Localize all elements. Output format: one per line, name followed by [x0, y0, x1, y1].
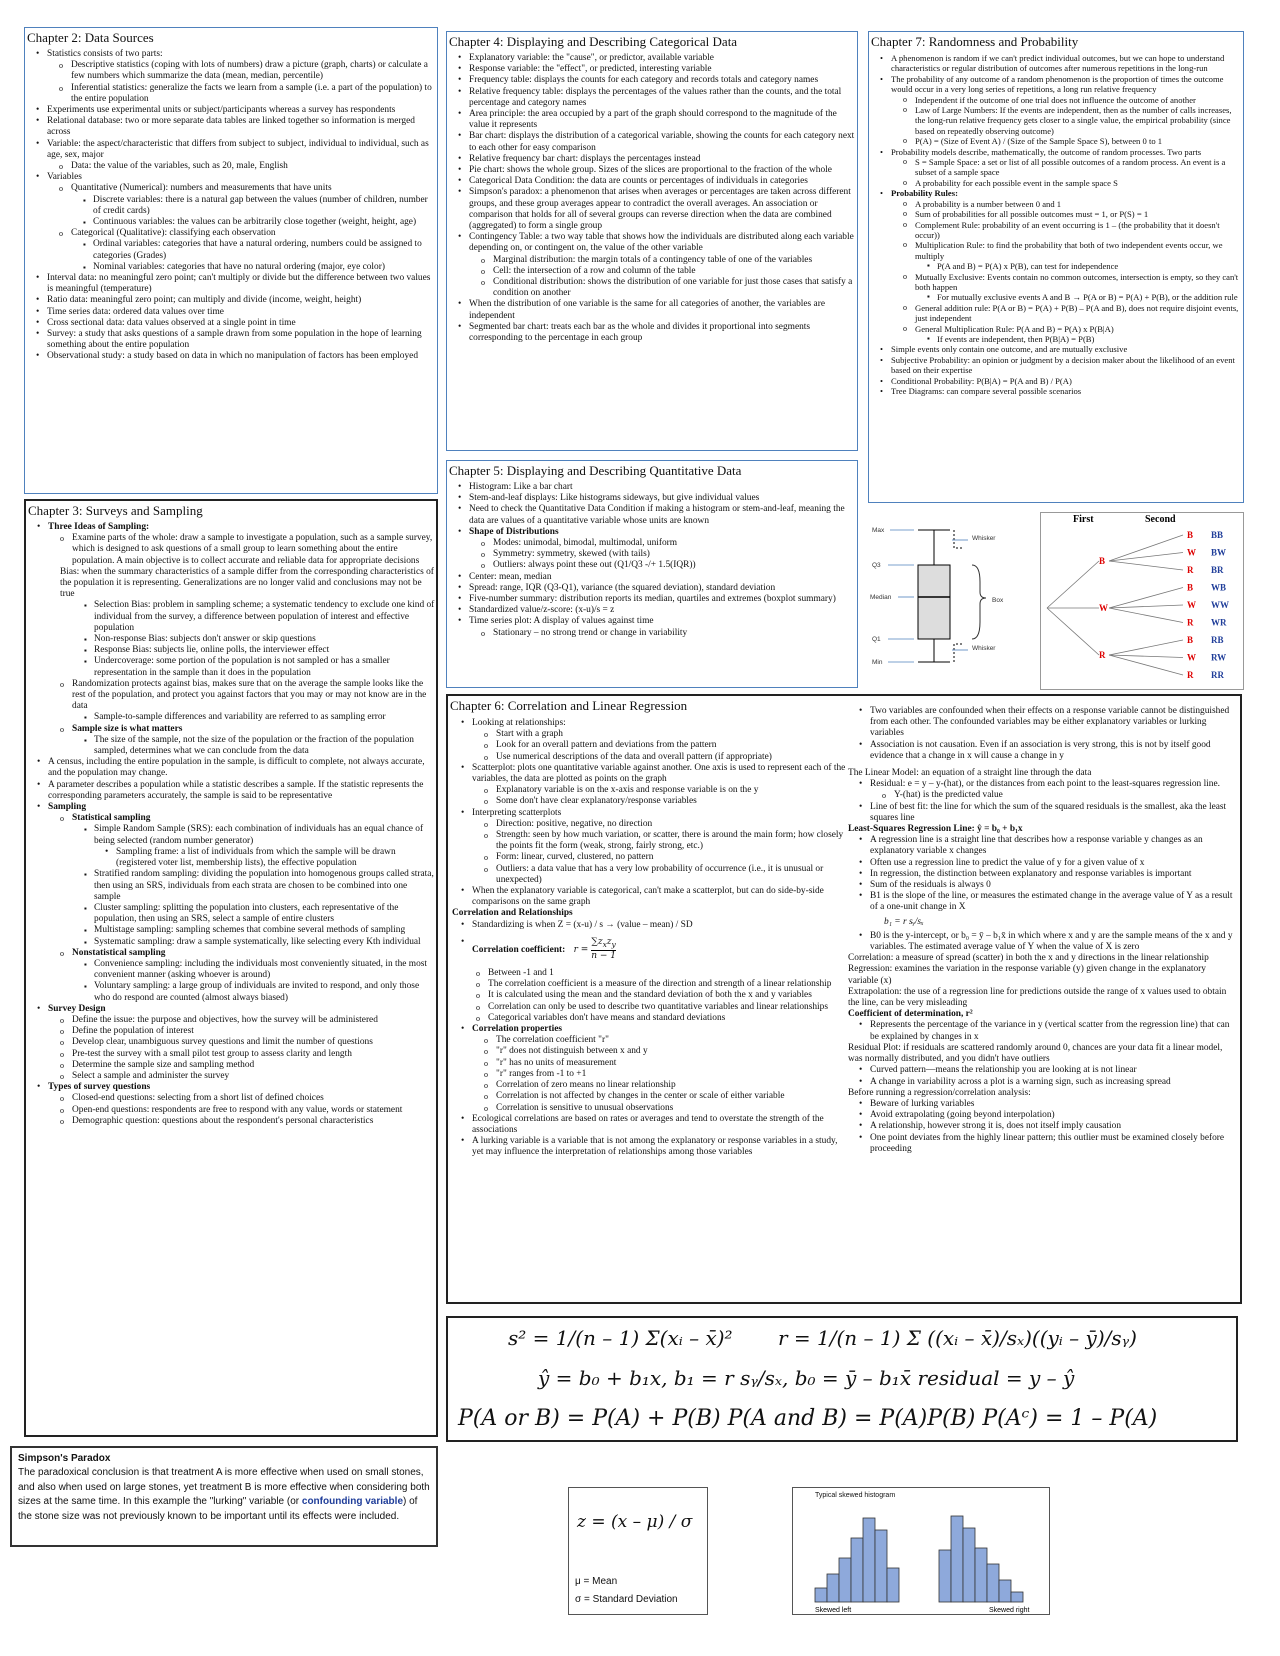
nonstat-item: ▪ Voluntary sampling: a large group of individuals are invited to respond, and only those who do respond are counted (almost always biased): [72, 981, 436, 1003]
tree-branch: [1109, 608, 1183, 623]
def-correlation: Correlation: a measure of spread (scatter) in both the x and y directions in the linear relationship: [848, 953, 1209, 964]
ch7-subsub: ▪ If events are independent, then P(B|A) = P(B): [915, 334, 1243, 344]
hist-left-bar: [875, 1530, 887, 1602]
ch4-item: • When the distribution of one variable is the same for all categories of another, the variables are independent: [447, 299, 857, 321]
hist-right-bar: [1011, 1592, 1023, 1602]
ch5-item: • Five-number summary: distribution reports its median, quartiles and extremes (boxplot summary): [447, 594, 857, 605]
skewed-left-label: Skewed left: [815, 1607, 852, 1614]
design-step: o Define the population of interest: [48, 1026, 436, 1037]
stat-sampling-item: ▪ Cluster sampling: splitting the population into clusters, each representative of the population, then using an SRS, select a sample of entire clusters: [72, 903, 436, 925]
boxplot-whisker-label-top: Whisker: [972, 535, 996, 542]
ch5-item: • Time series plot: A display of values against time o Stationary – no strong trend or change in variability: [447, 616, 857, 638]
question-type: o Open-end questions: respondents are free to respond with any value, words or statement: [48, 1105, 436, 1116]
def-regression: Regression: examines the variation in the response variable (y) given change in the explanatory variable (x): [848, 964, 1206, 986]
ch4-item: • Contingency Table: a two way table that shows how the individuals are distributed along each variable depending on, or contingent on, the value of the other variable o Marginal distribution: the margin totals of a contingency table of one of the variables o Cell: the intersection of a row and column of the table o Conditional distribution: shows the distribution of one variable for just those cases that satisfy a condition on another: [447, 232, 857, 299]
shape-item: o Symmetry: symmetry, skewed (with tails): [469, 549, 857, 560]
before-item: • A relationship, however strong it is, does not itself imply causation: [848, 1121, 1238, 1132]
zscore-formula: z = (x – μ) / σ: [577, 1512, 693, 1532]
contingency-subitem: o Cell: the intersection of a row and column of the table: [469, 266, 857, 277]
ch2-item: • Statistics consists of two parts: o Descriptive statistics (coping with lots of numbers) draw a picture (graph, charts) or calculate a few numbers which summarize the data (mean, median, percentile) o Inferential statistics: generalize the facts we learn from a sample (i.e. a part of the population) to the entire population: [25, 49, 437, 105]
tree-branch: [1109, 640, 1183, 655]
ch2-subitem: o Categorical (Qualitative): classifying each observation ▪ Ordinal variables: categories that have a natural ordering, numbers could be assigned to categories (Grades) ▪ Nominal variables: categories that have no natural ordering (major, eye color): [47, 228, 437, 273]
correlation-property: o Correlation is not affected by changes in the center or scale of either variable: [472, 1091, 846, 1102]
statistical-sampling: o Statistical sampling ▪ Simple Random Sample (SRS): each combination of individuals has an equal chance of being selected (random number generator) • Sampling frame: a list of individuals from which the sample will be drawn (registered voter list, membership lists), the effective population ▪ Stratified random sampling: dividing the population into homogenous groups called strata, then using an SRS, individuals from each strata are chosen to be combined into one sample ▪ Cluster sampling: splitting the population into clusters, each representative of the population, then using an SRS, select a sample of entire clusters ▪ Multistage sampling: sampling schemes that combine several methods of sampling ▪ Systematic sampling: draw a sample systematically, like selecting every Kth individual: [48, 813, 436, 947]
nonstatistical-sampling: o Nonstatistical sampling ▪ Convenience sampling: including the individuals most conveniently situated, in the most convenient manner (asking whoever is around) ▪ Voluntary sampling: a large group of individuals are invited to respond, and only those who do respond are counted (almost always biased): [48, 948, 436, 1004]
simpson-paradox-box: [10, 1446, 438, 1547]
ch2-subsubitem: ▪ Nominal variables: categories that have no natural ordering (major, eye color): [71, 262, 437, 273]
correlation-subitem: o Correlation can only be used to describe two quantitative variables and linear relationships: [464, 1002, 846, 1013]
probability-models: • Probability models describe, mathematically, the outcome of random processes. Two parts o S = Sample Space: a set or list of all possible outcomes of a random process. An event is a subset of a sample space o A probability for each possible event in the sample space S: [869, 147, 1243, 189]
before-item: • One point deviates from the highly linear pattern; this outlier must be examined closely before proceeding: [848, 1133, 1238, 1155]
sampling: • Sampling o Statistical sampling ▪ Simple Random Sample (SRS): each combination of individuals has an equal chance of being selected (random number generator) • Sampling frame: a list of individuals from which the sample will be drawn (registered voter list, membership lists), the effective population ▪ Stratified random sampling: dividing the population into homogenous groups called strata, then using an SRS, individuals from each strata are chosen to be combined into one sample ▪ Cluster sampling: splitting the population into clusters, each representative of the population, then using an SRS, select a sample of entire clusters ▪ Multistage sampling: sampling schemes that combine several methods of sampling ▪ Systematic sampling: draw a sample systematically, like selecting every Kth individual o Nonstatistical sampling ▪ Convenience sampling: including the individuals most conveniently situated, in the most convenient manner (asking whoever is around) ▪ Voluntary sampling: a large group of individuals are invited to respond, and only those who do respond are counted (almost always biased): [26, 802, 436, 1004]
ch7-sub: o S = Sample Space: a set or list of all possible outcomes of a random process. An event is a subset of a sample space: [891, 157, 1243, 178]
tree-first-label: First: [1073, 514, 1094, 525]
ch2-item: • Variables o Quantitative (Numerical): numbers and measurements that have units ▪ Discrete variables: there is a natural gap between the values (number of children, number of credit cards) ▪ Continuous variables: the values can be arbitrarily close together (weight, height, age) o Categorical (Qualitative): classifying each observation ▪ Ordinal variables: categories that have a natural ordering, numbers could be assigned to categories (Grades) ▪ Nominal variables: categories that have no natural ordering (major, eye color): [25, 172, 437, 273]
tree-first-draw: R: [1099, 650, 1106, 660]
ch5-item: • Stem-and-leaf displays: Like histograms sideways, but give individual values: [447, 493, 857, 504]
tree-first-draw: W: [1099, 603, 1108, 613]
tree-branch: [1109, 561, 1183, 570]
correlation-properties: • Correlation properties o The correlation coefficient "r" o "r" does not distinguish between x and y o "r" has no units of measurement o "r" ranges from -1 to +1 o Correlation of zero means no linear relationship o Correlation is not affected by changes in the center or scale of either variable o Correlation is sensitive to unusual observations: [450, 1024, 846, 1114]
ch7-sub: o Mutually Exclusive: Events contain no common outcomes, intersection is empty, so they can't both happen ▪ For mutually exclusive events A and B → P(A or B) = P(A) + P(B), or the addition rule: [891, 272, 1243, 303]
lsrl-item: • In regression, the distinction between explanatory and response variables is important: [848, 869, 1238, 880]
parameter: • A parameter describes a population while a statistic describes a sample. If the statistic represents the corresponding parameters accurately, the sample is said to be representative: [26, 780, 436, 802]
ch2-item: • Survey: a study that asks questions of a sample drawn from some population in the hope of learning something about the entire population: [25, 329, 437, 351]
tree-second-draw: W: [1187, 547, 1196, 558]
chapter-6-right-column: [848, 706, 1238, 1155]
boxplot-box-label: Box: [992, 597, 1004, 604]
zscore-box: [568, 1487, 708, 1615]
tree-first-draw: B: [1099, 556, 1106, 566]
tree-branch: [1109, 655, 1183, 658]
bias-item: ▪ Response Bias: subjects lie, online polls, the interviewer effect: [72, 645, 436, 656]
ch4-item: • Frequency table: displays the counts for each category and records totals and category names: [447, 75, 857, 86]
boxplot-diagram: [868, 512, 1032, 688]
chapter-3-box: [24, 499, 438, 1437]
chapter-2-title: Chapter 2: Data Sources: [27, 30, 154, 45]
ch7-sub: o P(A) = (Size of Event A) / (Size of the Sample Space S), between 0 to 1: [891, 136, 1243, 146]
tree-branch: [1047, 608, 1099, 655]
variance-formula: s² = 1/(n – 1) Σ(xᵢ – x̄)²: [508, 1326, 733, 1350]
ch7-sub: o A probability for each possible event in the sample space S: [891, 178, 1243, 188]
tree-second-draw: B: [1187, 635, 1194, 645]
ch6-subitem: o Look for an overall pattern and deviations from the pattern: [472, 740, 846, 751]
ch4-item: • Pie chart: shows the whole group. Sizes of the slices are proportional to the fraction of the whole: [447, 165, 857, 176]
probability-rules: • Probability Rules: o A probability is a number between 0 and 1 o Sum of probabilities for all possible outcomes must = 1, or P(S) = 1 o Complement Rule: probability of an event occurring is 1 – (the probability that it doesn't occur)) o Multiplication Rule: to find the probability that both of two independent events occur, we multiply ▪ P(A and B) = P(A) x P(B), can test for independence o Mutually Exclusive: Events contain no common outcomes, intersection is empty, so they can't both happen ▪ For mutually exclusive events A and B → P(A or B) = P(A) + P(B), or the addition rule o General addition rule: P(A or B) = P(A) + P(B) – P(A and B), does not require disjoint events, just independent o General Multiplication Rule: P(A and B) = P(A) x P(B|A) ▪ If events are independent, then P(B|A) = P(B): [869, 188, 1243, 344]
skewed-histogram-box: [792, 1487, 1050, 1615]
nonstat-item: ▪ Convenience sampling: including the individuals most conveniently situated, in the most convenient manner (asking whoever is around): [72, 959, 436, 981]
ch4-item: • Explanatory variable: the "cause", or predictor, available variable: [447, 53, 857, 64]
ch2-item: • Experiments use experimental units or subject/participants whereas a survey has respondents: [25, 105, 437, 116]
design-step: o Select a sample and administer the survey: [48, 1071, 436, 1082]
ch7-sub: o Law of Large Numbers: If the events are independent, then as the number of calls increases, the long-run relative frequency gets closer to a single value, the empirical probability (since based on repeatedly observing outcome): [891, 105, 1243, 136]
ch6-item: • Interpreting scatterplots o Direction: positive, negative, no direction o Strength: seen by how much variation, or scatter, there is around the main form; how closely the points fit the form (weak, strong, fairly strong, etc.) o Form: linear, curved, clustered, no pattern o Outliers: a data value that has a very low probability of occurrence (i.e., it is unusual or unexpected): [450, 808, 846, 886]
ch7-sub: o General Multiplication Rule: P(A and B) = P(A) x P(B|A) ▪ If events are independent, then P(B|A) = P(B): [891, 324, 1243, 345]
tree-branch: [1047, 561, 1099, 608]
simpson-body: The paradoxical conclusion is that treatment A is more effective when used on small stones, and also when used on large stones, yet treatment B is more effective when considering both sizes at the same time. In this example the "lurking" variable (or confounding variable) of the stone size was not previously known to be important until its effects were included.: [18, 1467, 430, 1522]
b0: • B0 is the y-intercept, or b₀ = ȳ – b₁x̄ in which where x and y are the sample means of the x and y variables. The estimated average value of Y when the value of X is zero: [848, 931, 1238, 953]
def-cod: Coefficient of determination, r²: [848, 1009, 973, 1020]
ch7-item: • The probability of any outcome of a random phenomenon is the proportion of times the outcome would occur in a very long series of repetitions, a long run relative frequency o Independent if the outcome of one trial does not influence the outcome of another o Law of Large Numbers: If the events are independent, then as the number of calls increases, the long-run relative frequency gets closer to a single value, the empirical probability (since based on repeatedly observing outcome) o P(A) = (Size of Event A) / (Size of the Sample Space S), between 0 to 1: [869, 74, 1243, 147]
tree-outcome: RW: [1211, 652, 1227, 663]
zscore-mu: μ = Mean: [575, 1576, 618, 1587]
tree-outcome: BW: [1211, 547, 1227, 558]
zscore-sigma: σ = Standard Deviation: [575, 1594, 678, 1605]
regression-formula: ŷ = b₀ + b₁x, b₁ = r sᵧ/sₓ, b₀ = ȳ – b₁x̄ residual = y – ŷ: [538, 1366, 1075, 1390]
correlation-property: o Correlation is sensitive to unusual observations: [472, 1103, 846, 1114]
tree-outcome: BB: [1211, 530, 1224, 540]
ch2-subitem: o Quantitative (Numerical): numbers and measurements that have units ▪ Discrete variables: there is a natural gap between the values (number of children, number of credit cards) ▪ Continuous variables: the values can be arbitrarily close together (weight, height, age): [47, 183, 437, 228]
sample-size-detail: ▪ The size of the sample, not the size of the population or the fraction of the population sampled, determines what we can conclude from the data: [72, 735, 436, 757]
residual-plot-item: • Curved pattern—means the relationship you are looking at is not linear: [848, 1065, 1238, 1076]
tree-second-draw: W: [1187, 600, 1196, 610]
sample-size: o Sample size is what matters ▪ The size of the sample, not the size of the population or the fraction of the population sampled, determines what we can conclude from the data: [48, 724, 436, 758]
shape-item: o Modes: unimodal, bimodal, multimodal, uniform: [469, 538, 857, 549]
probability-formula: P(A or B) = P(A) + P(B) P(A and B) = P(A)P(B) P(Aᶜ) = 1 – P(A): [458, 1406, 1158, 1431]
tree-outcome: WR: [1211, 617, 1227, 628]
ch2-subitem: o Descriptive statistics (coping with lots of numbers) draw a picture (graph, charts) or calculate a few numbers which summarize the data (mean, median, percentile): [47, 60, 437, 82]
hist-left-bar: [887, 1568, 899, 1602]
residual: • Residual: e = y – y-(hat), or the distances from each point to the least-squares regression line. o Y-(hat) is the predicted value: [848, 779, 1238, 801]
bias-item: ▪ Selection Bias: problem in sampling scheme; a systematic tendency to exclude one kind of individual from the survey, a difference between population of interest and effective population: [72, 600, 436, 634]
lsrl-item: • Often use a regression line to predict the value of y for a given value of x: [848, 858, 1238, 869]
ch7-item: • Conditional Probability: P(B|A) = P(A and B) / P(A): [869, 376, 1243, 386]
ch7-item: • A phenomenon is random if we can't predict individual outcomes, but we can hope to understand characteristics or regular distribution of outcomes after numerous repetitions in the long-run: [869, 53, 1243, 74]
hist-right-bar: [939, 1550, 951, 1602]
ch7-sub: o Sum of probabilities for all possible outcomes must = 1, or P(S) = 1: [891, 209, 1243, 219]
ch4-item: • Categorical Data Condition: the data are counts or percentages of individuals in categories: [447, 176, 857, 187]
ch4-item: • Simpson's paradox: a phenomenon that arises when averages or percentages are taken across different groups, and these group averages appear to contradict the overall averages. An association or comparison that holds for all of several groups can reverse direction when the data are combined (aggregated) to form a single group: [447, 187, 857, 232]
ch7-item: • Tree Diagrams: can compare several possible scenarios: [869, 386, 1243, 396]
correlation-subitem: o It is calculated using the mean and the standard deviation of both the x and y variables: [464, 990, 846, 1001]
ch6-subitem: o Outliers: a data value that has a very low probability of occurrence (i.e., it is unusual or unexpected): [472, 864, 846, 886]
survey-design: • Survey Design o Define the issue: the purpose and objectives, how the survey will be administered o Define the population of interest o Develop clear, unambiguous survey questions and limit the number of questions o Pre-test the survey with a small pilot test group to assess clarity and length o Determine the sample size and sampling method o Select a sample and administer the survey: [26, 1004, 436, 1082]
ch7-sub: o A probability is a number between 0 and 1: [891, 199, 1243, 209]
contingency-subitem: o Marginal distribution: the margin totals of a contingency table of one of the variables: [469, 255, 857, 266]
chapter-4-box: [446, 31, 858, 451]
y-hat: o Y-(hat) is the predicted value: [870, 790, 1238, 801]
tree-second-draw: R: [1187, 670, 1194, 680]
randomization: o Randomization protects against bias, makes sure that on the average the sample looks like the rest of the population, and protect you against factors that you may or may not know are in the data ▪ Sample-to-sample differences and variability are referred to as sampling error: [48, 679, 436, 724]
correlation-formula-full: r = 1/(n – 1) Σ ((xᵢ – x̄)/sₓ)((yᵢ – ȳ)/sᵧ): [778, 1326, 1137, 1350]
hist-left-bar: [863, 1518, 875, 1602]
design-step: o Determine the sample size and sampling method: [48, 1060, 436, 1071]
ch2-item: • Interval data: no meaningful zero point; can't multiply or divide but the difference between two values is meaningful (temperature): [25, 273, 437, 295]
shape-item: o Outliers: always point these out (Q1/Q3 -/+ 1.5(IQR)): [469, 560, 857, 571]
ch7-subsub: ▪ P(A and B) = P(A) x P(B), can test for independence: [915, 261, 1243, 271]
boxplot-label-min: Min: [872, 659, 883, 666]
tree-branch: [1109, 655, 1183, 675]
ch2-item: • Time series data: ordered data values over time: [25, 307, 437, 318]
survey-question-types: • Types of survey questions o Closed-end questions: selecting from a short list of defined choices o Open-end questions: respondents are free to respond with any value, words or statement o Demographic question: questions about the respondent's personal characteristics: [26, 1082, 436, 1127]
stat-sampling-item: ▪ Systematic sampling: draw a sample systematically, like selecting every Kth individual: [72, 937, 436, 948]
correlation-property: o "r" ranges from -1 to +1: [472, 1069, 846, 1080]
hist-right-bar: [975, 1548, 987, 1602]
stat-sampling-item: ▪ Multistage sampling: sampling schemes that combine several methods of sampling: [72, 925, 436, 936]
tree-second-draw: R: [1187, 565, 1194, 575]
line-of-best-fit: • Line of best fit: the line for which the sum of the squared residuals is the smallest, aka the least squares line: [848, 802, 1238, 824]
tree-outcome: WW: [1211, 600, 1229, 610]
boxplot-label-median: Median: [870, 594, 892, 601]
lsrl-item: • Sum of the residuals is always 0: [848, 880, 1238, 891]
boxplot-label-max: Max: [872, 527, 885, 534]
chapter-4-title: Chapter 4: Displaying and Describing Categorical Data: [449, 34, 738, 49]
census: • A census, including the entire population in the sample, is difficult to complete, not always accurate, and the population may change.: [26, 757, 436, 779]
correlation-formula: r = $\sum z_xz_y$ n − 1: [573, 936, 616, 961]
ch6-subitem: o Use numerical descriptions of the data and overall pattern (if appropriate): [472, 752, 846, 763]
ch4-item: • Relative frequency bar chart: displays the percentages instead: [447, 154, 857, 165]
contingency-subitem: o Conditional distribution: shows the distribution of one variable for just those cases that satisfy a condition on another: [469, 277, 857, 299]
def-extrapolation: Extrapolation: the use of a regression line for predictions outside the range of x values used to obtain the line, can be very misleading: [848, 986, 1227, 1009]
sampling-frame: • Sampling frame: a list of individuals from which the sample will be drawn (registered voter list, membership lists), the effective population: [94, 847, 436, 869]
sampling-error: ▪ Sample-to-sample differences and variability are referred to as sampling error: [72, 712, 436, 723]
chapter-2-box: [24, 27, 438, 494]
chapter-2-list: [25, 49, 437, 363]
skewed-histogram-svg: [793, 1488, 1051, 1616]
hist-left-bar: [815, 1588, 827, 1602]
tree-outcome: WB: [1211, 582, 1227, 593]
tree-second-draw: B: [1187, 530, 1194, 540]
shape-of-distributions: • Shape of Distributions o Modes: unimodal, bimodal, multimodal, uniform o Symmetry: symmetry, skewed (with tails) o Outliers: always point these out (Q1/Q3 -/+ 1.5(IQR)): [447, 527, 857, 572]
ch4-item: • Segmented bar chart: treats each bar as the whole and divides it proportional into segments corresponding to the percentage in each group: [447, 322, 857, 344]
ch6-subitem: o Some don't have clear explanatory/response variables: [472, 796, 846, 807]
ch2-subsubitem: ▪ Continuous variables: the values can be arbitrarily close together (weight, height, age): [71, 217, 437, 228]
ch7-item: • Subjective Probability: an opinion or judgment by a decision maker about the likelihood of an event based on their expertise: [869, 355, 1243, 376]
b1-formula: b₁ = r sᵧ/sₓ: [884, 916, 924, 927]
cod-detail: • Represents the percentage of the variance in y (vertical scatter from the regression line) that can be explained by changes in x: [848, 1020, 1238, 1042]
ch6-subitem: o Start with a graph: [472, 729, 846, 740]
correlation-subitem: o Between -1 and 1: [464, 968, 846, 979]
design-step: o Pre-test the survey with a small pilot test group to assess clarity and length: [48, 1049, 436, 1060]
lurking-variable: • A lurking variable is a variable that is not among the explanatory or response variables in a study, yet may influence the interpretation of relationships among those variables: [450, 1136, 846, 1158]
tree-outcome: RB: [1211, 635, 1224, 645]
ch2-subitem: o Inferential statistics: generalize the facts we learn from a sample (i.e. a part of the population) to the entire population: [47, 83, 437, 105]
tree-second-label: Second: [1145, 514, 1176, 525]
boxplot-svg: [868, 512, 1032, 688]
design-step: o Develop clear, unambiguous survey questions and limit the number of questions: [48, 1037, 436, 1048]
tree-branch: [1109, 588, 1183, 609]
hist-left-bar: [839, 1558, 851, 1602]
ch6-item: • Looking at relationships: o Start with a graph o Look for an overall pattern and deviations from the pattern o Use numerical descriptions of the data and overall pattern (if appropriate): [450, 718, 846, 763]
chapter-5-title: Chapter 5: Displaying and Describing Quantitative Data: [449, 463, 742, 478]
ch7-sub: o Complement Rule: probability of an event occurring is 1 – (the probability that it doesn't occur)): [891, 220, 1243, 241]
hist-right-bar: [963, 1528, 975, 1602]
residual-plot: Residual Plot: if residuals are scattered randomly around 0, chances are your data fit a linear model, was normally distributed, and you didn't have outliers: [848, 1042, 1223, 1065]
correlation-subitem: o Categorical variables don't have means and standard deviations: [464, 1013, 846, 1024]
chapter-6-left-column: [450, 718, 846, 1159]
ch5-item: • Center: mean, median: [447, 572, 857, 583]
design-step: o Define the issue: the purpose and objectives, how the survey will be administered: [48, 1015, 436, 1026]
hist-left-bar: [851, 1538, 863, 1602]
hist-left-bar: [827, 1574, 839, 1602]
formula-box: [446, 1316, 1238, 1442]
chapter-4-list: [447, 53, 857, 344]
ch7-sub: o Independent if the outcome of one trial does not influence the outcome of another: [891, 95, 1243, 105]
ch7-sub: o General addition rule: P(A or B) = P(A) + P(B) – P(A and B), does not require disjoint events, just independent: [891, 303, 1243, 324]
tree-second-draw: B: [1187, 582, 1194, 593]
bias-item: ▪ Non-response Bias: subjects don't answer or skip questions: [72, 634, 436, 645]
examine-parts: o Examine parts of the whole: draw a sample to investigate a population, such as a sample survey, which is designed to ask questions of a small group to learn something about the entire population. A main objective is to collect accurate and reliable data for appropriate decisions: [48, 533, 436, 567]
chapter-3-title: Chapter 3: Surveys and Sampling: [28, 503, 203, 518]
chapter-7-title: Chapter 7: Randomness and Probability: [871, 34, 1079, 49]
ch6-subitem: o Form: linear, curved, clustered, no pattern: [472, 852, 846, 863]
question-type: o Closed-end questions: selecting from a short list of defined choices: [48, 1093, 436, 1104]
tree-diagram: [1040, 512, 1244, 690]
chapter-5-box: [446, 460, 858, 688]
tree-branch: [1109, 605, 1183, 608]
hist-right-bar: [999, 1580, 1011, 1602]
tree-svg: [1041, 513, 1245, 691]
lsrl-item: • B1 is the slope of the line, or measures the estimated change in the average value of Y as a result of a one-unit change in X: [848, 891, 1238, 913]
boxplot-whisker-label-bottom: Whisker: [972, 645, 996, 652]
bias-item: ▪ Undercoverage: some portion of the population is not sampled or has a smaller representation in the sample than it does in the population: [72, 656, 436, 678]
simpson-title: Simpson's Paradox: [18, 1453, 111, 1464]
ch5-item: • Histogram: Like a bar chart: [447, 482, 857, 493]
correlation-heading: Correlation and Relationships: [452, 908, 573, 919]
before-item: • Avoid extrapolating (going beyond interpolation): [848, 1110, 1238, 1121]
stat-sampling-item: ▪ Stratified random sampling: dividing the population into homogenous groups called strata, then using an SRS, individuals from each strata are chosen to be combined into one sample: [72, 869, 436, 903]
correlation-property: o "r" does not distinguish between x and y: [472, 1046, 846, 1057]
ch7-sub: o Multiplication Rule: to find the probability that both of two independent events occur, we multiply ▪ P(A and B) = P(A) x P(B), can test for independence: [891, 240, 1243, 271]
boxplot-label-q1: Q1: [872, 636, 881, 643]
bias-definition: Bias: when the summary characteristics of a sample differ from the corresponding characteristics of the population it is representing. Generalizations are no longer valid and conclusions may not be true: [60, 566, 434, 600]
correlation-property: o "r" has no units of measurement: [472, 1058, 846, 1069]
skewed-histogram-title: Typical skewed histogram: [815, 1492, 896, 1499]
hist-right-bar: [951, 1516, 963, 1602]
linear-model: The Linear Model: an equation of a straight line through the data: [848, 768, 1092, 779]
ch6-subitem: o Direction: positive, negative, no direction: [472, 819, 846, 830]
ch6-subitem: o Strength: seen by how much variation, or scatter, there is around the main form; how closely the points fit the form (weak, strong, fairly strong, etc.): [472, 830, 846, 852]
three-ideas: • Three Ideas of Sampling: o Examine parts of the whole: draw a sample to investigate a population, such as a sample survey, which is designed to ask questions of a small group to learn something about the entire population. A main objective is to collect accurate and reliable data for appropriate decisions Bias: when the summary characteristics of a sample differ from the corresponding characteristics of the population it is representing. Generalizations are no longer valid and conclusions may not be true ▪ Selection Bias: problem in sampling scheme; a systematic tendency to exclude one kind of individual from the survey, a difference between population of interest and effective population ▪ Non-response Bias: subjects don't answer or skip questions ▪ Response Bias: subjects lie, online polls, the interviewer effect ▪ Undercoverage: some portion of the population is not sampled or has a smaller representation in the sample than it does in the population o Randomization protects against bias, makes sure that on the average the sample looks like the rest of the population, and protect you against factors that you may or may not know are in the data ▪ Sample-to-sample differences and variability are referred to as sampling error o Sample size is what matters ▪ The size of the sample, not the size of the population or the fraction of the population sampled, determines what we can conclude from the data: [26, 522, 436, 757]
chapter-6-title: Chapter 6: Correlation and Linear Regression: [450, 698, 688, 713]
ch4-item: • Response variable: the "effect", or predicted, interesting variable: [447, 64, 857, 75]
chapter-6-box: [446, 694, 1242, 1304]
ch2-item: • Variable: the aspect/characteristic that differs from subject to subject, individual to individual, such as age, sex, major o Data: the value of the variables, such as 20, male, English: [25, 139, 437, 173]
correlation-property: o Correlation of zero means no linear relationship: [472, 1080, 846, 1091]
ch2-item: • Ratio data: meaningful zero point; can multiply and divide (income, weight, height): [25, 295, 437, 306]
stationary: o Stationary – no strong trend or change in variability: [469, 628, 857, 639]
ecological-correlations: • Ecological correlations are based on rates or averages and tend to overstate the strength of the associations: [450, 1114, 846, 1136]
tree-second-draw: W: [1187, 652, 1196, 663]
confounding-variable-highlight: confounding variable: [301, 1496, 404, 1507]
before-item: • Beware of lurking variables: [848, 1099, 1238, 1110]
ch2-item: • Observational study: a study based on data in which no manipulation of factors has been employed: [25, 351, 437, 362]
ch2-item: • Relational database: two or more separate data tables are linked together so information is merged across: [25, 116, 437, 138]
ch4-item: • Relative frequency table: displays the percentages of the values rather than the counts, and the total percentage and category names: [447, 87, 857, 109]
ch7-item: • Simple events only contain one outcome, and are mutually exclusive: [869, 344, 1243, 354]
before-analysis: Before running a regression/correlation analysis:: [848, 1087, 1031, 1098]
ch7-subsub: ▪ For mutually exclusive events A and B → P(A or B) = P(A) + P(B), or the addition rule: [915, 292, 1243, 302]
tree-outcome: BR: [1211, 565, 1224, 575]
ch4-item: • Area principle: the area occupied by a part of the graph should correspond to the magnitude of the value it represents: [447, 109, 857, 131]
lsrl-item: • A regression line is a straight line that describes how a response variable y changes as an explanatory variable x changes: [848, 835, 1238, 857]
srs: ▪ Simple Random Sample (SRS): each combination of individuals has an equal chance of being selected (random number generator) • Sampling frame: a list of individuals from which the sample will be drawn (registered voter list, membership lists), the effective population: [72, 824, 436, 869]
ch6-item: • When the explanatory variable is categorical, can't make a scatterplot, but can do side-by-side comparisons on the same graph: [450, 886, 846, 908]
ch6-item: • Scatterplot: plots one quantitative variable against another. One axis is used to represent each of the variables, the data are plotted as points on the graph o Explanatory variable is on the x-axis and response variable is on the y o Some don't have clear explanatory/response variables: [450, 763, 846, 808]
ch4-item: • Bar chart: displays the distribution of a categorical variable, showing the counts for each category next to each other for easy comparison: [447, 131, 857, 153]
residual-plot-item: • A change in variability across a plot is a warning sign, such as increasing spread: [848, 1077, 1238, 1088]
hist-right-bar: [987, 1564, 999, 1602]
standardizing: • Standardizing is when Z = (x-u) / s → (value – mean) / SD: [450, 920, 846, 931]
tree-second-draw: R: [1187, 617, 1194, 628]
correlation-subitem: o The correlation coefficient is a measure of the direction and strength of a linear relationship: [464, 979, 846, 990]
ch2-item: • Cross sectional data: data values observed at a single point in time: [25, 318, 437, 329]
lsrl-heading: Least-Squares Regression Line: ŷ = b₀ + b₁x: [848, 824, 1023, 835]
ch2-subitem: o Data: the value of the variables, such as 20, male, English: [47, 161, 437, 172]
ch2-subsubitem: ▪ Discrete variables: there is a natural gap between the values (number of children, number of credit cards): [71, 195, 437, 217]
tree-outcome: RR: [1211, 670, 1224, 680]
confounded: • Two variables are confounded when their effects on a response variable cannot be distinguished from each other. The confounded variables may be either explanatory variables or lurking variables: [848, 706, 1238, 740]
correlation-property: o The correlation coefficient "r": [472, 1035, 846, 1046]
ch6-subitem: o Explanatory variable is on the x-axis and response variable is on the y: [472, 785, 846, 796]
ch5-item: • Need to check the Quantitative Data Condition if making a histogram or stem-and-leaf, meaning the data are values of a quantitative variable whose units are known: [447, 504, 857, 526]
question-type: o Demographic question: questions about the respondent's personal characteristics: [48, 1116, 436, 1127]
ch5-item: • Spread: range, IQR (Q3-Q1), variance (the squared deviation), standard deviation: [447, 583, 857, 594]
skewed-right-label: Skewed right: [989, 1607, 1030, 1614]
correlation-coefficient: • Correlation coefficient: r = $\sum z_xz_y$ n − 1: [450, 931, 846, 968]
ch5-item: • Standardized value/z-score: (x-u)/s = z: [447, 605, 857, 616]
association-not-causation: • Association is not causation. Even if an association is very strong, this is not by itself good evidence that a change in x will cause a change in y: [848, 740, 1238, 762]
chapter-7-box: [868, 31, 1244, 503]
ch2-subsubitem: ▪ Ordinal variables: categories that have a natural ordering, numbers could be assigned to categories (Grades): [71, 239, 437, 261]
boxplot-label-q3: Q3: [872, 562, 881, 569]
